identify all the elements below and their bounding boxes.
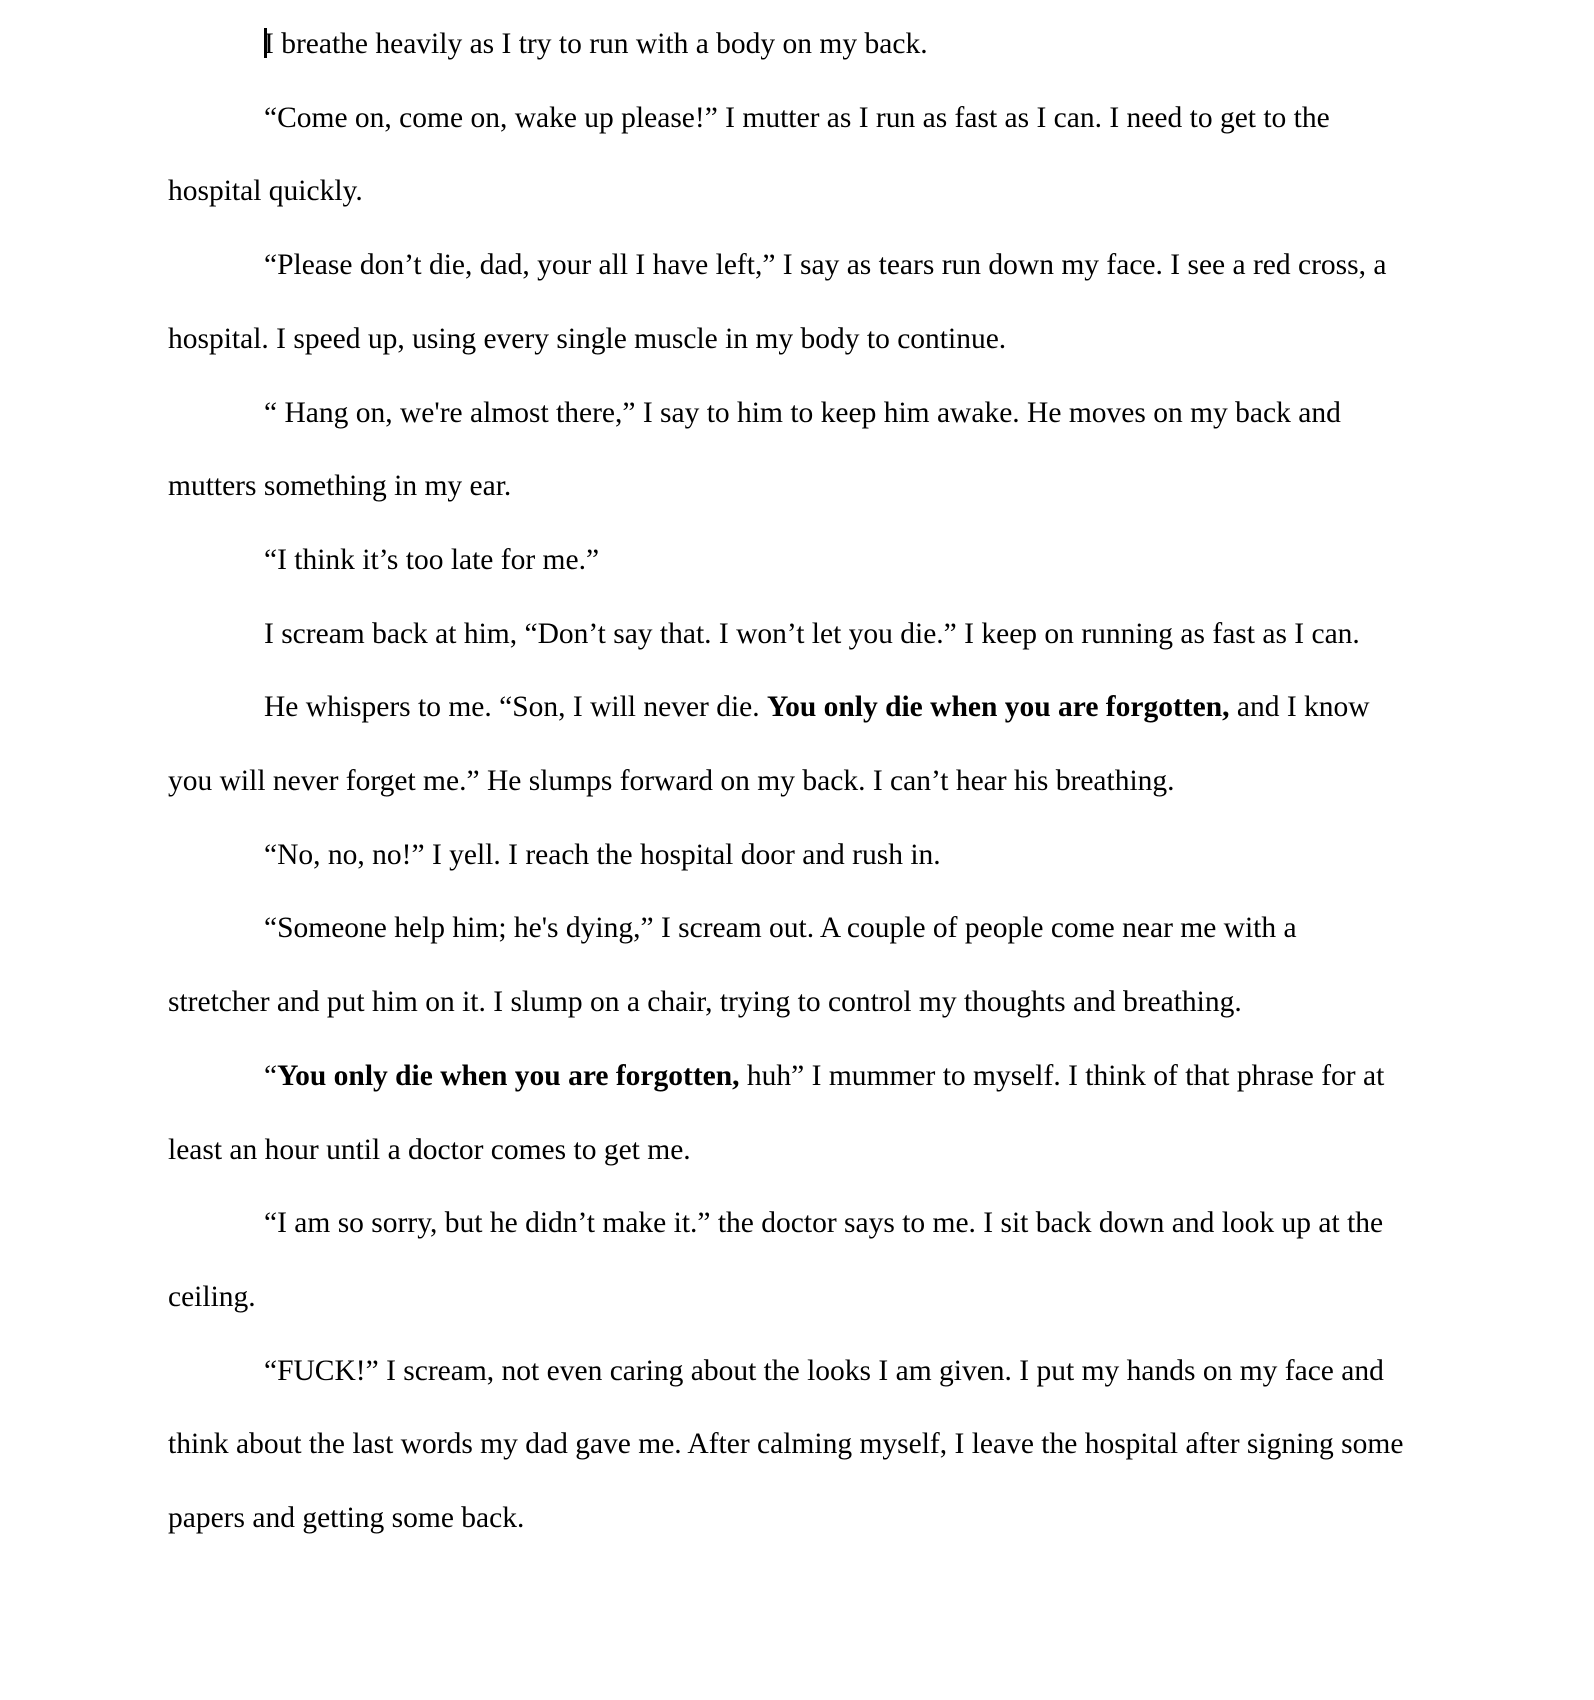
paragraph-11 [168, 1187, 1404, 1334]
paragraph-text: “FUCK!” I scream, not even caring about the looks I am given. I put my hands on my face and think about the last words my dad gave me. After calming myself, I leave the hospital after signing some papers and getting some back. [168, 1354, 1404, 1535]
paragraph-1 [168, 8, 1404, 82]
bold-phrase: You only die when you are forgotten, [767, 691, 1230, 724]
paragraph-2 [168, 82, 1404, 229]
paragraph-text: and I know you will never forget me.” He slumps forward on my back. I can’t hear his breathing. [168, 691, 1370, 798]
paragraph-text: “Please don’t die, dad, your all I have left,” I say as tears run down my face. I see a red cross, a hospital. I speed up, using every single muscle in my body to continue. [168, 249, 1387, 355]
paragraph-text: “ [264, 1059, 278, 1092]
paragraph-6 [168, 598, 1404, 672]
paragraph-text: huh” I mummer to myself. I think of that phrase for at least an hour until a doctor comes to get me. [168, 1059, 1385, 1166]
paragraph-9 [168, 892, 1404, 1039]
paragraph-text: “I am so sorry, but he didn’t make it.” the doctor says to me. I sit back down and look up at the ceiling. [168, 1207, 1384, 1313]
document-body[interactable] [168, 8, 1404, 1556]
paragraph-text: “Come on, come on, wake up please!” I mutter as I run as fast as I can. I need to get to the hospital quickly. [168, 101, 1330, 208]
paragraph-text: I scream back at him, “Don’t say that. I won’t let you die.” I keep on running as fast as I can. [264, 617, 1360, 650]
paragraph-text: “No, no, no!” I yell. I reach the hospital door and rush in. [264, 838, 941, 871]
paragraph-text: He whispers to me. “Son, I will never die. [264, 691, 768, 724]
paragraph-text: “I think it’s too late for me.” [264, 543, 600, 576]
bold-phrase: You only die when you are forgotten, [277, 1059, 740, 1092]
paragraph-7 [168, 671, 1404, 818]
paragraph-3 [168, 229, 1404, 376]
paragraph-5 [168, 524, 1404, 598]
paragraph-4 [168, 377, 1404, 524]
paragraph-text: “Someone help him; he's dying,” I scream out. A couple of people come near me with a stretcher and put him on it. I slump on a chair, trying to control my thoughts and breathing. [168, 912, 1297, 1019]
paragraph-12 [168, 1335, 1404, 1556]
paragraph-8 [168, 819, 1404, 893]
paragraph-10 [168, 1040, 1404, 1187]
paragraph-text: “ Hang on, we're almost there,” I say to him to keep him awake. He moves on my back and mutters something in my ear. [168, 396, 1341, 503]
paragraph-text: I breathe heavily as I try to run with a body on my back. [264, 28, 928, 60]
